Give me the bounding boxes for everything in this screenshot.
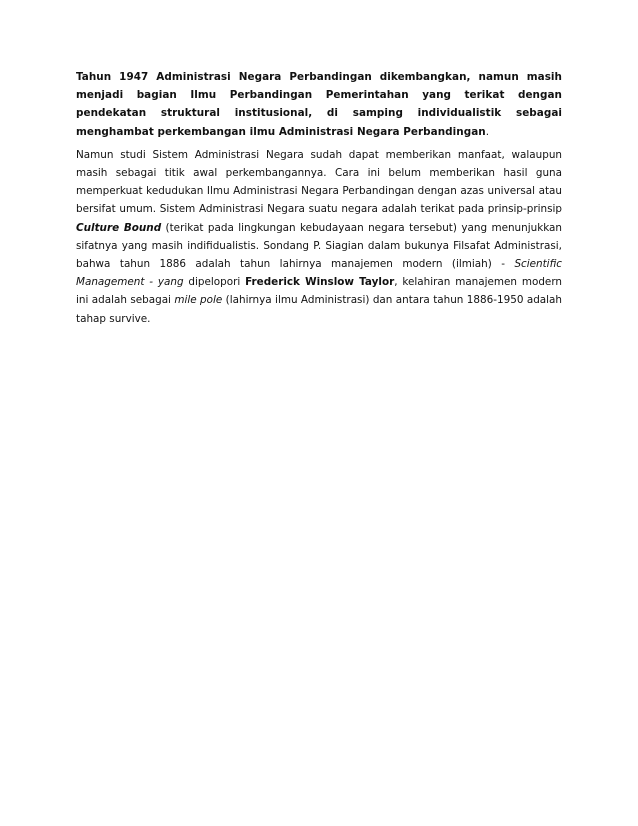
taylor-name: Frederick Winslow Taylor [245,276,395,289]
paragraph-1-end: . [485,125,490,138]
paragraph-2-text-4: , kelahiran manajemen modern ini adalah sebagai [76,276,563,307]
document-body [76,68,562,328]
paragraph-1-text: Tahun 1947 Administrasi Negara Perbandingan dikembangkan, namun masih menjadi bagian Ilmu Perbandingan Pemerintahan yang terikat dengan pendekatan struktural institusional, di samping individualistik sebagai menghambat perkembangan ilmu Administrasi Negara Perbandingan [76,71,562,138]
paragraph-2-text-5: (lahirnya ilmu Administrasi) dan antara tahun 1886-1950 adalah tahap survive. [76,294,562,325]
paragraph-1 [76,68,562,141]
mile-pole-term: mile pole [174,294,223,307]
scientific-management-term: Scientific Management - yang [76,258,562,289]
paragraph-2-text-1: Namun studi Sistem Administrasi Negara sudah dapat memberikan manfaat, walaupun masih sebagai titik awal perkembangannya. Cara ini belum memberikan hasil guna memperkuat kedudukan Ilmu Administrasi Negara Perbandingan dengan azas universal atau bersifat umum. Sistem Administrasi Negara suatu negara adalah terikat pada prinsip-prinsip [76,148,562,216]
paragraph-2-text-3: dipelopori [183,276,246,289]
paragraph-2 [76,146,562,328]
paragraph-2-text-2: (terikat pada lingkungan kebudayaan negara tersebut) yang menunjukkan sifatnya yang masih indifidualistis. Sondang P. Siagian dalam bukunya Filsafat Administrasi, bahwa tahun 1886 adalah tahun lahirnya manajemen modern (ilmiah) - [76,221,562,271]
culture-bound-term: Culture Bound [76,221,162,234]
